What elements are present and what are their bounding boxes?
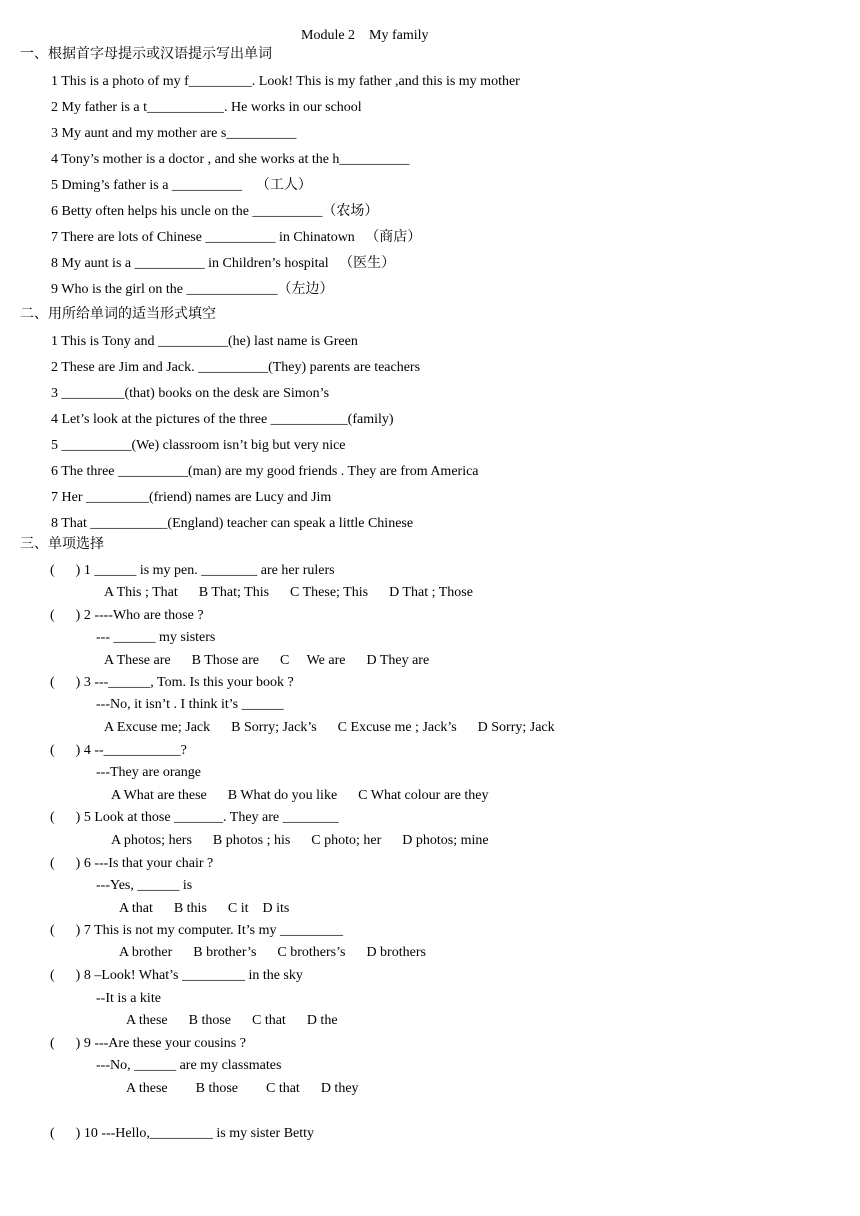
section-2-item: 5 __________(We) classroom isn’t big but very nice [51, 438, 346, 453]
question-line: ( ) 1 ______ is my pen. ________ are her rulers [50, 563, 335, 578]
options-line: A that B this C it D its [119, 901, 290, 916]
question-line: ( ) 8 –Look! What’s _________ in the sky [50, 968, 303, 983]
question-line: ( ) 5 Look at those _______. They are ________ [50, 810, 339, 825]
options-line: A What are these B What do you like C What colour are they [111, 788, 489, 803]
section-1-item: 4 Tony’s mother is a doctor , and she works at the h__________ [51, 152, 410, 167]
answer-line: --It is a kite [96, 991, 161, 1006]
answer-line: --- ______ my sisters [96, 630, 216, 645]
section-2-item: 4 Let’s look at the pictures of the three ___________(family) [51, 412, 394, 427]
answer-line: ---No, it isn’t . I think it’s ______ [96, 697, 284, 712]
section-1-item: 7 There are lots of Chinese __________ in Chinatown （商店） [51, 230, 422, 245]
section-1-item: 6 Betty often helps his uncle on the __________（农场） [51, 204, 379, 219]
section-2-item: 7 Her _________(friend) names are Lucy and Jim [51, 490, 332, 505]
section-3-heading: 三、单项选择 [20, 537, 104, 552]
section-2-item: 8 That ___________(England) teacher can speak a little Chinese [51, 516, 414, 531]
options-line: A This ; That B That; This C These; This D That ; Those [104, 585, 473, 600]
section-2-item: 2 These are Jim and Jack. __________(They) parents are teachers [51, 360, 421, 375]
section-2-heading: 二、用所给单词的适当形式填空 [20, 307, 216, 322]
answer-line: ---They are orange [96, 765, 201, 780]
section-1-item: 1 This is a photo of my f_________. Look! This is my father ,and this is my mother [51, 74, 520, 89]
answer-line: ---No, ______ are my classmates [96, 1058, 282, 1073]
options-line: A These are B Those are C We are D They are [104, 653, 430, 668]
section-1-item: 3 My aunt and my mother are s__________ [51, 126, 297, 141]
options-line: A brother B brother’s C brothers’s D brothers [119, 945, 426, 960]
options-line: A these B those C that D they [126, 1081, 359, 1096]
answer-line: ---Yes, ______ is [96, 878, 193, 893]
section-1-item: 5 Dming’s father is a __________ （工人） [51, 178, 312, 193]
section-2-item: 3 _________(that) books on the desk are Simon’s [51, 386, 330, 401]
section-2-item: 6 The three __________(man) are my good friends . They are from America [51, 464, 479, 479]
options-line: A Excuse me; Jack B Sorry; Jack’s C Excuse me ; Jack’s D Sorry; Jack [104, 720, 555, 735]
worksheet-title: Module 2 My family [301, 28, 429, 43]
question-line: ( ) 10 ---Hello,_________ is my sister Betty [50, 1126, 315, 1141]
question-line: ( ) 2 ----Who are those ? [50, 608, 204, 623]
question-line: ( ) 9 ---Are these your cousins ? [50, 1036, 246, 1051]
section-1-item: 8 My aunt is a __________ in Children’s hospital （医生） [51, 256, 396, 271]
section-2-item: 1 This is Tony and __________(he) last name is Green [51, 334, 358, 349]
options-line: A photos; hers B photos ; his C photo; her D photos; mine [111, 833, 489, 848]
section-1-heading: 一、根据首字母提示或汉语提示写出单词 [20, 47, 272, 62]
section-1-item: 9 Who is the girl on the _____________（左边） [51, 282, 334, 297]
options-line: A these B those C that D the [126, 1013, 338, 1028]
question-line: ( ) 4 --___________? [50, 743, 187, 758]
question-line: ( ) 6 ---Is that your chair ? [50, 856, 214, 871]
question-line: ( ) 3 ---______, Tom. Is this your book ? [50, 675, 294, 690]
section-1-item: 2 My father is a t___________. He works in our school [51, 100, 362, 115]
question-line: ( ) 7 This is not my computer. It’s my _________ [50, 923, 343, 938]
